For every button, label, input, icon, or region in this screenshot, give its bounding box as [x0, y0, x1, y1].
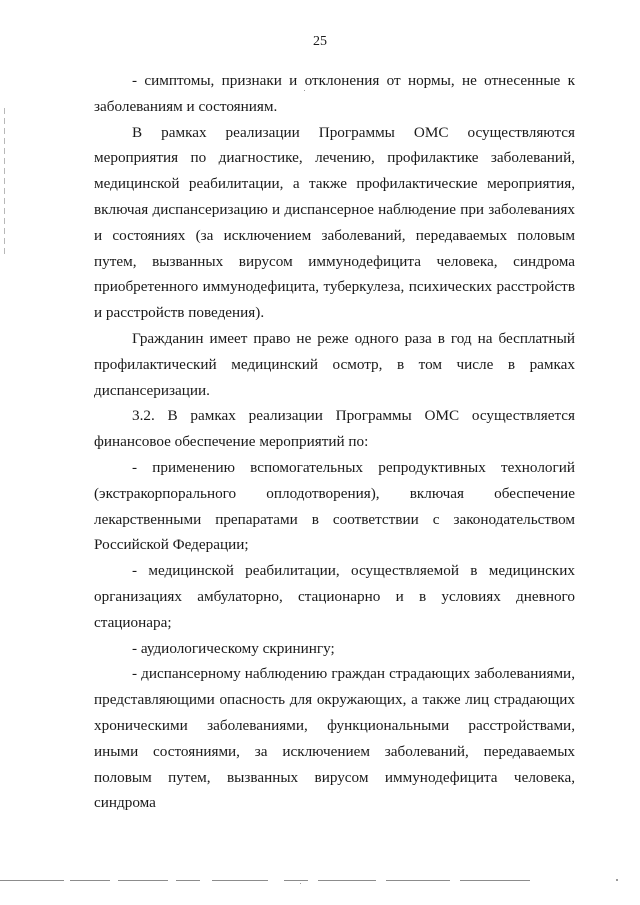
paragraph: 3.2. В рамках реализации Программы ОМС осуществляется финансовое обеспечение мероприятий по: [94, 407, 575, 451]
scan-margin-mark [4, 108, 5, 258]
bottom-scan-rule [460, 880, 530, 881]
paragraph: - применению вспомогательных репродуктивных технологий (экстракорпорального оплодотворения), включая обеспечение лекарственными препаратами в соответствии с законодательством Российской Федерации; [94, 458, 575, 554]
bottom-scan-rule [118, 880, 168, 881]
scan-dot [304, 90, 305, 91]
bottom-scan-rule [176, 880, 200, 881]
paragraph: - симптомы, признаки и отклонения от нормы, не отнесенные к заболеваниям и состояниям. [94, 72, 575, 115]
paragraph: - диспансерному наблюдению граждан страдающих заболеваниями, представляющими опасность для окружающих, а также лиц страдающих хроническими заболеваниями, функциональными расстройствами, иными состояниями, за исключением заболеваний, передаваемых половым путем, вызванных вирусом иммунодефицита человека, синдрома [94, 665, 575, 812]
bottom-scan-rule [212, 880, 268, 881]
paragraph: - аудиологическому скринингу; [132, 639, 335, 657]
paragraph: - медицинской реабилитации, осуществляемой в медицинских организациях амбулаторно, стационарно и в условиях дневного стационара; [94, 562, 575, 631]
document-body [94, 68, 575, 816]
paragraph: Гражданин имеет право не реже одного раза в год на бесплатный профилактический медицинский осмотр, в том числе в рамках диспансеризации. [94, 329, 575, 399]
bottom-scan-rule [318, 880, 376, 881]
page-number: 25 [313, 34, 327, 49]
bottom-scan-rule [0, 880, 64, 881]
scan-dot [616, 879, 618, 881]
scan-dot [300, 883, 301, 884]
paragraph: В рамках реализации Программы ОМС осуществляются мероприятия по диагностике, лечению, профилактике заболеваний, медицинской реабилитации, а также профилактические мероприятия, включая диспансеризацию и диспансерное наблюдение при заболеваниях и состояниях (за исключением заболеваний, передаваемых половым путем, вызванных вирусом иммунодефицита человека, синдрома приобретенного иммунодефицита, туберкулеза, психических расстройств и расстройств поведения). [94, 123, 575, 322]
bottom-scan-rule [284, 880, 308, 881]
bottom-scan-rule [386, 880, 450, 881]
bottom-scan-rule [70, 880, 110, 881]
